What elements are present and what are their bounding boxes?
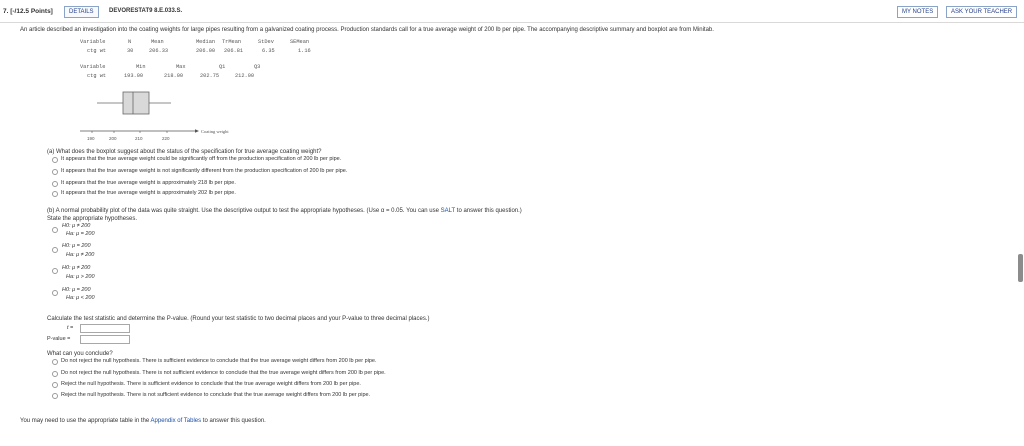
summary1-trmean: 206.81 <box>224 48 244 54</box>
hypothesis-3-h0: H0: μ ≠ 200 <box>62 265 91 271</box>
conclusion-3-label: Reject the null hypothesis. There is sufficient evidence to conclude that the true average weight differs from 200 lb per pipe. <box>61 381 361 387</box>
summary1-stdev-header: StDev <box>258 39 274 45</box>
summary1-var-header: Variable <box>80 39 106 45</box>
summary1-var: ctg wt <box>87 48 107 54</box>
summary2-q1-header: Q1 <box>219 64 226 70</box>
hypothesis-3-ha: Ha: μ > 200 <box>66 274 95 280</box>
hypothesis-4-ha: Ha: μ < 200 <box>66 295 95 301</box>
appendix-link[interactable]: Appendix of Tables <box>150 418 202 424</box>
summary2-var-header: Variable <box>80 64 106 70</box>
salt-link[interactable]: SALT <box>440 208 456 214</box>
axis-arrow-icon <box>195 129 199 132</box>
part-b-question <box>47 208 522 214</box>
hypothesis-1-radio[interactable] <box>52 227 58 233</box>
conclusion-4-label: Reject the null hypothesis. There is not sufficient evidence to conclude that the true average weight differs from 200 lb per pipe. <box>61 392 371 398</box>
intro-text: An article described an investigation into the coating weights for large pipes resulting from a galvanized coating process. Production standards call for a true average weight of 200 lb per pipe. The accompanying descriptive summary and boxplot are from Minitab. <box>20 27 714 33</box>
part-b-question-end: to answer this question.) <box>455 208 522 214</box>
axis-tick-label: 190 <box>87 136 95 141</box>
t-label: t = <box>67 325 74 331</box>
hypothesis-1-ha: Ha: μ = 200 <box>66 231 95 237</box>
part-a-option-4-label: It appears that the true average weight is approximately 202 lb per pipe. <box>61 190 236 196</box>
question-code: DEVORESTAT9 8.E.033.S. <box>109 8 183 14</box>
scrollbar-thumb[interactable] <box>1018 254 1023 282</box>
conclude-label: What can you conclude? <box>47 351 113 357</box>
my-notes-button[interactable]: MY NOTES <box>897 6 938 18</box>
summary2-max: 218.00 <box>164 73 184 79</box>
hypothesis-2-radio[interactable] <box>52 247 58 253</box>
axis-tick-label: 220 <box>162 136 170 141</box>
axis-tick-label: 200 <box>109 136 117 141</box>
summary2-max-header: Max <box>176 64 186 70</box>
ask-teacher-button[interactable]: ASK YOUR TEACHER <box>946 6 1017 18</box>
part-a-option-1-radio[interactable] <box>52 157 58 163</box>
summary2-min-header: Min <box>136 64 146 70</box>
hypothesis-2-ha: Ha: μ ≠ 200 <box>66 252 95 258</box>
summary1-n: 30 <box>127 48 134 54</box>
conclusion-1-radio[interactable] <box>52 359 58 365</box>
summary2-var: ctg wt <box>87 73 107 79</box>
summary1-median-header: Median <box>196 39 216 45</box>
part-a-option-1-label: It appears that the true average weight could be significantly off from the production specification of 200 lb per pipe. <box>61 156 342 162</box>
footer-text-before: You may need to use the appropriate table in the <box>20 418 151 424</box>
hypothesis-3-radio[interactable] <box>52 268 58 274</box>
summary2-min: 193.00 <box>124 73 144 79</box>
hypothesis-4-radio[interactable] <box>52 290 58 296</box>
conclusion-1-label: Do not reject the null hypothesis. There is sufficient evidence to conclude that the true average weight differs from 200 lb per pipe. <box>61 358 377 364</box>
summary1-median: 206.00 <box>196 48 216 54</box>
question-number: 7. [-/12.5 Points] <box>3 8 53 15</box>
state-hypotheses-label: State the appropriate hypotheses. <box>47 216 138 222</box>
part-a-option-4-radio[interactable] <box>52 191 58 197</box>
conclusion-2-radio[interactable] <box>52 371 58 377</box>
boxplot <box>70 85 270 147</box>
p-value-input[interactable] <box>80 335 130 344</box>
summary2-q3-header: Q3 <box>254 64 261 70</box>
conclusion-4-radio[interactable] <box>52 393 58 399</box>
summary1-trmean-header: TrMean <box>222 39 242 45</box>
footer-text-after: to answer this question. <box>201 418 266 424</box>
summary1-mean-header: Mean <box>151 39 164 45</box>
axis-label: Coating weight <box>201 129 229 134</box>
part-a-option-3-label: It appears that the true average weight is approximately 218 lb per pipe. <box>61 180 236 186</box>
p-value-label: P-value = <box>47 336 71 342</box>
hypothesis-2-h0: H0: μ = 200 <box>62 243 91 249</box>
summary1-semean: 1.16 <box>298 48 311 54</box>
part-a-question: (a) What does the boxplot suggest about the status of the specification for true average coating weight? <box>47 149 322 155</box>
conclusion-2-label: Do not reject the null hypothesis. There is not sufficient evidence to conclude that the true average weight differs from 200 lb per pipe. <box>61 370 386 376</box>
boxplot-box <box>123 92 149 114</box>
part-a-option-3-radio[interactable] <box>52 181 58 187</box>
summary2-q3: 212.00 <box>235 73 255 79</box>
details-button[interactable]: DETAILS <box>64 6 99 18</box>
axis-tick-label: 210 <box>135 136 143 141</box>
part-b-question-text: (b) A normal probability plot of the data was quite straight. Use the descriptive output to test the appropriate hypotheses. (Use α = 0.05. You can use <box>47 208 441 214</box>
summary2-q1: 202.75 <box>200 73 220 79</box>
summary1-n-header: N <box>128 39 132 45</box>
calculate-instructions: Calculate the test statistic and determine the P-value. (Round your test statistic to two decimal places and your P-value to three decimal places.) <box>47 316 430 322</box>
summary1-semean-header: SEMean <box>290 39 310 45</box>
hypothesis-1-h0: H0: μ ≠ 200 <box>62 223 91 229</box>
footer-note <box>20 418 266 424</box>
hypothesis-4-h0: H0: μ = 200 <box>62 287 91 293</box>
part-a-option-2-label: It appears that the true average weight is not significantly different from the production specification of 200 lb per pipe. <box>61 168 348 174</box>
summary1-mean: 206.33 <box>149 48 169 54</box>
part-a-option-2-radio[interactable] <box>52 169 58 175</box>
summary1-stdev: 6.35 <box>262 48 275 54</box>
t-statistic-input[interactable] <box>80 324 130 333</box>
conclusion-3-radio[interactable] <box>52 382 58 388</box>
